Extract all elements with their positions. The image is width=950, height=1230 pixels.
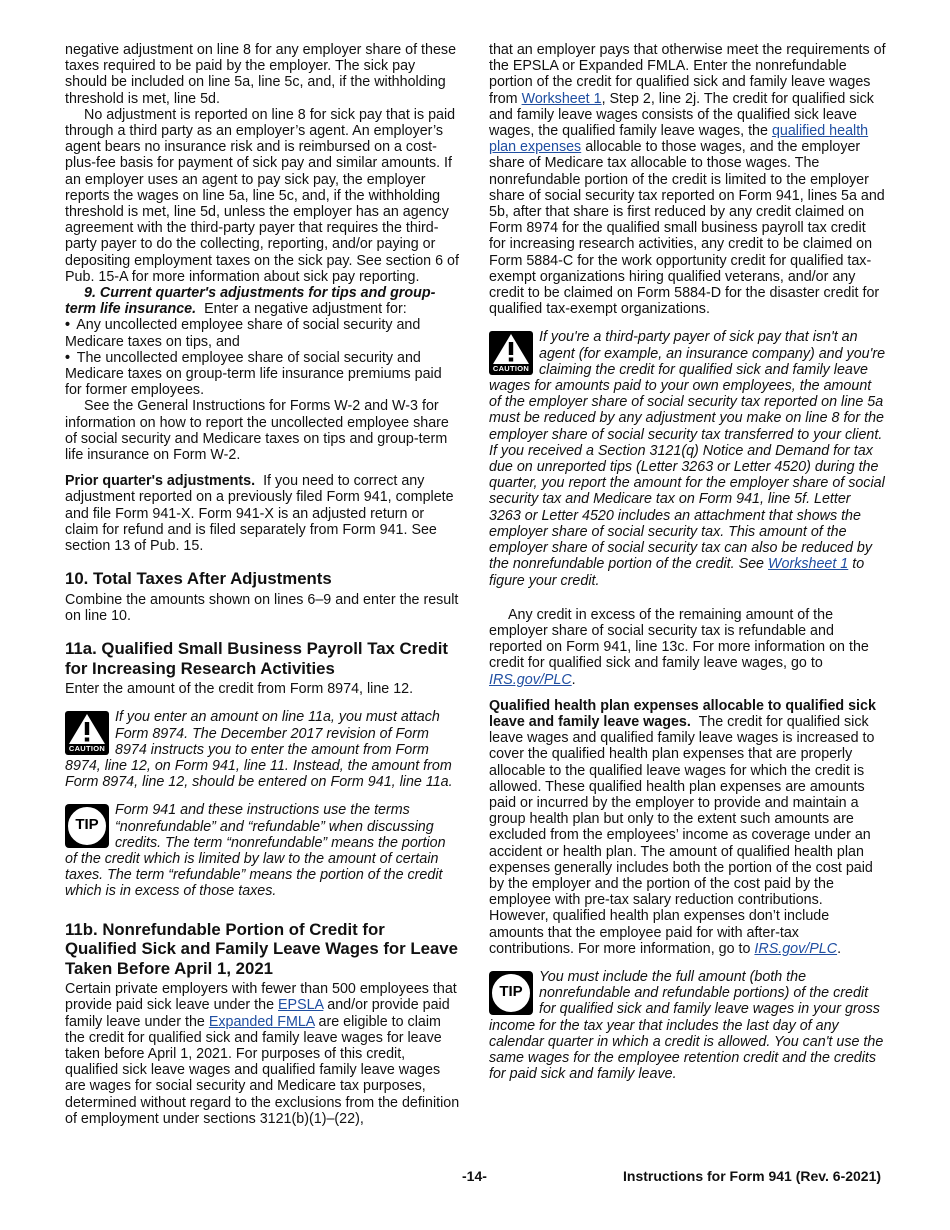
irs-plc-link[interactable]: IRS.gov/PLC bbox=[754, 940, 838, 957]
heading-line-11a: 11a. Qualified Small Business Payroll Tax Credit for Increasing Research Activities bbox=[65, 639, 449, 678]
text-segment: and/or provide paid family leave under the bbox=[65, 997, 450, 1030]
section-9-heading: 9. Current quarter's adjustments for tips and group-term life insurance. bbox=[65, 285, 436, 318]
list-item: • The uncollected employee share of social security and Medicare taxes on group-term life insurance premiums paid for former employees. bbox=[65, 349, 442, 399]
list-item-text: The uncollected employee share of social security and Medicare taxes on group-term life insurance premiums paid for former employees. bbox=[65, 349, 442, 399]
text-segment: The credit for qualified sick leave wages and qualified family leave wages is increased to cover the qualified health plan expenses that are properly allocable to the qualified leave wages for which the credit is allowed. These qualified health plan expenses are amounts paid or incurred by the employer to provide and maintain a group health plan but only to the extent such amounts are excluded from the employees’ income as coverage under an accident or health plan. The amount of qualified health plan expenses generally includes both the portion of the cost paid by the employer and the portion of the cost paid by the employee with pre-tax salary reduction contributions. However, qualified health plan expenses don’t include amounts that the employee paid for with after-tax contributions. For more information, go to bbox=[489, 713, 875, 957]
caution-icon bbox=[65, 711, 109, 755]
footer-title: Instructions for Form 941 (Rev. 6-2021) bbox=[623, 1168, 882, 1184]
caution-text: If you're a third-party payer of sick pay that isn't an agent (for example, an insurance company) and you're claiming the credit for qualified sick and family leave wages for amounts paid to your own employees, the amount of the employer share of social security tax reported on line 5a must be reduced by any adjustment you make on line 8 for the employer share of social security tax transferred to your client. If you received a Section 3121(q) Notice and Demand for tax due on unreported tips (Letter 3263 or Letter 4520) during the quarter, you report the amount for the employer share of social security tax and Medicare tax on Form 941, line 5f. Letter 3263 or Letter 4520 includes an attachment that shows the employer share of social security tax. This amount of the employer share of social security tax can also be reduced by the nonrefundable portion of the credit. See bbox=[489, 329, 886, 573]
text-segment: Certain private employers with fewer than 500 employees that provide paid sick leave under the bbox=[65, 981, 457, 1014]
irs-plc-link[interactable]: IRS.gov/PLC bbox=[489, 671, 572, 688]
caution-note-third-party bbox=[489, 329, 886, 588]
qualified-health-plan-expenses-link[interactable]: qualified health plan expenses bbox=[489, 123, 869, 156]
expanded-fmla-link[interactable]: Expanded FMLA bbox=[208, 1013, 315, 1030]
epsla-link[interactable]: EPSLA bbox=[278, 997, 324, 1014]
paragraph-line-11b bbox=[65, 981, 461, 1127]
tip-note-gross-income bbox=[489, 969, 886, 1082]
prior-quarter-text: If you need to correct any adjustment reported on a previously filed Form 941, complete and file Form 941-X. Form 941-X is an adjusted return or claim for refund and is filed separately from Form 941. See section 13 of Pub. 15. bbox=[65, 473, 454, 555]
text-segment: . bbox=[571, 671, 576, 688]
section-9-text: Enter a negative adjustment for: bbox=[204, 301, 407, 318]
page-number: -14- bbox=[462, 1168, 487, 1184]
tip-note-nonrefundable bbox=[65, 802, 461, 899]
qualified-health-plan-heading: Qualified health plan expenses allocable to qualified sick leave and family leave wages. bbox=[489, 697, 876, 730]
text-segment: that an employer pays that otherwise meet the requirements of the EPSLA or Expanded FMLA. Enter the nonrefundable portion of the credit for qualified sick and family leave wages from bbox=[489, 42, 886, 107]
paragraph-line-11a: Enter the amount of the credit from Form 8974, line 12. bbox=[65, 681, 414, 698]
worksheet-1-link[interactable]: Worksheet 1 bbox=[768, 556, 849, 573]
section-9-paragraph bbox=[65, 285, 461, 317]
prior-quarter-paragraph bbox=[65, 473, 461, 554]
caution-icon bbox=[489, 331, 533, 375]
tip-text: Form 941 and these instructions use the terms “nonrefundable” and “refundable” when discussing credits. The term “nonrefundable” means the portion of the credit which is limited by law to the amount of certain taxes. The term “refundable” means the portion of the credit which is in excess of those taxes. bbox=[65, 802, 446, 900]
tip-label: TIP bbox=[75, 816, 99, 834]
text-segment: Any credit in excess of the remaining amount of the employer share of social security tax is refundable and reported on Form 941, line 13c. For more information on the credit for qualified sick and family leave wages, go to bbox=[489, 606, 869, 672]
paragraph-nonrefundable-credit bbox=[489, 42, 886, 317]
heading-line-11b: 11b. Nonrefundable Portion of Credit for Qualified Sick and Family Leave Wages for Leave Taken Before April 1, 2021 bbox=[65, 919, 458, 978]
left-column bbox=[65, 42, 461, 1127]
paragraph-third-party-agent: No adjustment is reported on line 8 for sick pay that is paid through a third party as an employer’s agent. An employer’s agent bears no insurance risk and is reimbursed on a cost-plus-fee basis for payment of sick pay and similar amounts. If an employer uses an agent to pay sick pay, the employer reports the wages on line 5a, line 5c, and, if the withholding threshold is met, line 5d, unless the employer has an agency agreement with the third-party payer that requires the third-party payer to do the collecting, reporting, and/or paying or depositing employment taxes on the sick pay. See section 6 of Pub. 15-A for more information about sick pay reporting. bbox=[65, 106, 459, 285]
prior-quarter-heading: Prior quarter's adjustments. bbox=[65, 473, 256, 490]
list-item-text: Any uncollected employee share of social security and Medicare taxes on tips, and bbox=[65, 317, 421, 350]
right-column bbox=[489, 42, 886, 1082]
tip-label: TIP bbox=[499, 982, 523, 1000]
text-segment: allocable to those wages, and the employer share of Medicare tax allocable to those wages. The nonrefundable portion of the credit is limited to the employer share of social security tax reported on Form 941, lines 5a and 5b, after that share is first reduced by any credit claimed on Form 8974 for the qualified small business payroll tax credit for increasing research activities, any credit to be claimed on Form 5884-C for the work opportunity credit for qualified tax-exempt organizations hiring qualified veterans, and/or any credit to be claimed on Form 5884-D for the disaster credit for qualified tax-exempt organizations. bbox=[489, 139, 885, 318]
tip-icon bbox=[489, 971, 533, 1015]
caution-label: CAUTION bbox=[68, 744, 106, 754]
list-item: • Any uncollected employee share of social security and Medicare taxes on tips, and bbox=[65, 317, 421, 350]
tip-icon bbox=[65, 804, 109, 848]
paragraph-line-10: Combine the amounts shown on lines 6–9 and enter the result on line 10. bbox=[65, 591, 459, 624]
caution-text-end: to figure your credit. bbox=[489, 556, 865, 589]
text-segment: , Step 2, line 2j. The credit for qualified sick and family leave wages consists of the qualified sick leave wages, the qualified family leave wages, the bbox=[489, 90, 874, 140]
tip-text: You must include the full amount (both the nonrefundable and refundable portions) of the credit for qualified sick and family leave wages in your gross income for the tax year that includes the last day of any calendar quarter in which a credit is allowed. You can't use the same wages for the employee retention credit and the credits for paid sick and family leave. bbox=[489, 968, 884, 1083]
paragraph-qualified-health-plan bbox=[489, 698, 886, 957]
paragraph-refundable-excess bbox=[489, 607, 886, 688]
text-segment: are eligible to claim the credit for qualified sick and family leave wages for leave taken before April 1, 2021. For purposes of this credit, qualified sick leave wages and qualified family leave wages are wages for social security and Medicare tax purposes, determined without regard to the exclusions from the definition of employment under sections 3121(b)(1)–(22), bbox=[65, 1013, 460, 1127]
worksheet-1-link[interactable]: Worksheet 1 bbox=[521, 90, 602, 107]
caution-text: If you enter an amount on line 11a, you must attach Form 8974. The December 2017 revision of Form 8974 instructs you to enter the amount from Form 8974, line 12, on Form 941, line 11. Instead, the amount from Form 8974, line 12, should be entered on Form 941, line 11a. bbox=[65, 709, 453, 791]
heading-line-10: 10. Total Taxes After Adjustments bbox=[65, 569, 332, 589]
caution-label: CAUTION bbox=[492, 364, 530, 374]
paragraph-sick-pay-continued: negative adjustment on line 8 for any employer share of these taxes required to be paid by the employer. The sick pay should be included on line 5a, line 5c, and, if the withholding threshold is met, line 5d. bbox=[65, 42, 457, 107]
paragraph-see-general-instructions: See the General Instructions for Forms W-2 and W-3 for information on how to report the uncollected employee share of social security and Medicare taxes on tips and group-term life insurance on Form W-2. bbox=[65, 398, 449, 464]
caution-note-11a bbox=[65, 709, 461, 790]
text-segment: . bbox=[837, 940, 842, 957]
